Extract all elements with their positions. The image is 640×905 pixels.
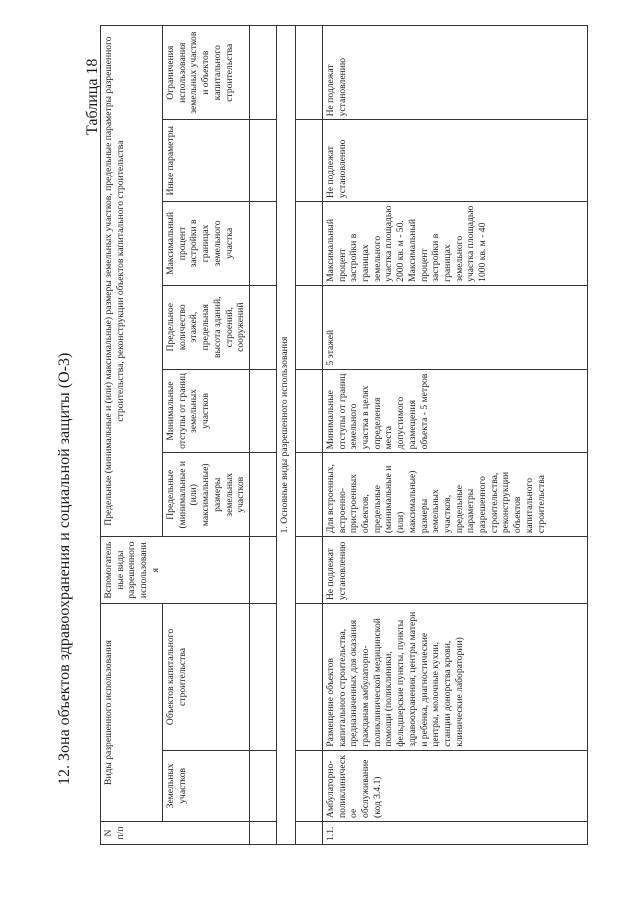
cell-restrictions: Не подлежат установлению (322, 26, 587, 120)
cell-coverage: Максимальный процент застройки в границах земельного участка площадью 2000 кв. м - 50. Максимальный процент застройки в границах земельного участка площадью 1000 кв. м - 40 (322, 202, 587, 286)
page-title: 12. Зона объектов здравоохранения и социальной защиты (О-3) (56, 352, 73, 785)
cell-sizes: Для встроенных, встроенно-пристроенных объектов, предельные (минимальные и (или) максимальные) размеры земельных участков, предельные параметры разрешенного строительства, реконструкции объектов капитального строительства (322, 453, 587, 537)
spacer-row (249, 26, 276, 845)
cell-setbacks: Минимальные отступы от границ земельного участка в целях определения места допустимого размещения объекта - 5 метров (322, 369, 587, 453)
col-header-land: Земельных участков (163, 750, 250, 821)
cell-floors: 5 этажей (322, 285, 587, 369)
cell-objects: Размещение объектов капитального строительства, предназначенных для оказания гражданам амбулаторно-поликлинической медицинской помощи (поликлиники, фельдшерские пункты, пункты здравоохранения, центры матери и ребенка, диагностические центры, молочные кухни, станции донорства крови, клинические лаборатории) (322, 604, 587, 751)
col-header-limits-group: Предельные (минимальные и (или) максимальные) размеры земельных участков, предельные параметры разрешенного строительства, реконструкции объектов капитального строительства (101, 26, 163, 537)
col-header-floors: Предельное количество этажей, предельная высота зданий, строений, сооружений (163, 285, 250, 369)
col-header-setbacks: Минимальные отступы от границ земельных участков (163, 369, 250, 453)
col-header-coverage: Максимальный процент застройки в границах земельного участка (163, 202, 250, 286)
section-label: 1. Основные виды разрешенного использования (276, 26, 295, 845)
col-header-sizes: Предельные (минимальные и (или) максимальные) размеры земельных участков (163, 453, 250, 537)
cell-num: 1.1. (322, 821, 587, 844)
cell-other: Не подлежат установлению (322, 120, 587, 202)
col-header-uses-group: Виды разрешенного использования (101, 604, 163, 822)
col-header-other: Иные параметры (163, 120, 250, 202)
col-header-restrictions: Ограничения использования земельных участков и объектов капитального строительства (163, 26, 250, 120)
cell-auxiliary: Не подлежат установлению (322, 537, 587, 604)
table-number: Таблица 18 (84, 58, 101, 135)
zone-regulations-table (100, 25, 588, 845)
table-row (322, 26, 587, 845)
col-header-objects: Объектов капитального строительства (163, 604, 250, 751)
section-row (276, 26, 295, 845)
spacer-row (295, 26, 322, 845)
col-header-auxiliary: Вспомогательные виды разрешенного использования (101, 537, 250, 604)
cell-land: Амбулаторно-поликлиническое обслуживание (код 3.4.1) (322, 750, 587, 821)
col-header-num: N п/п (101, 821, 250, 844)
